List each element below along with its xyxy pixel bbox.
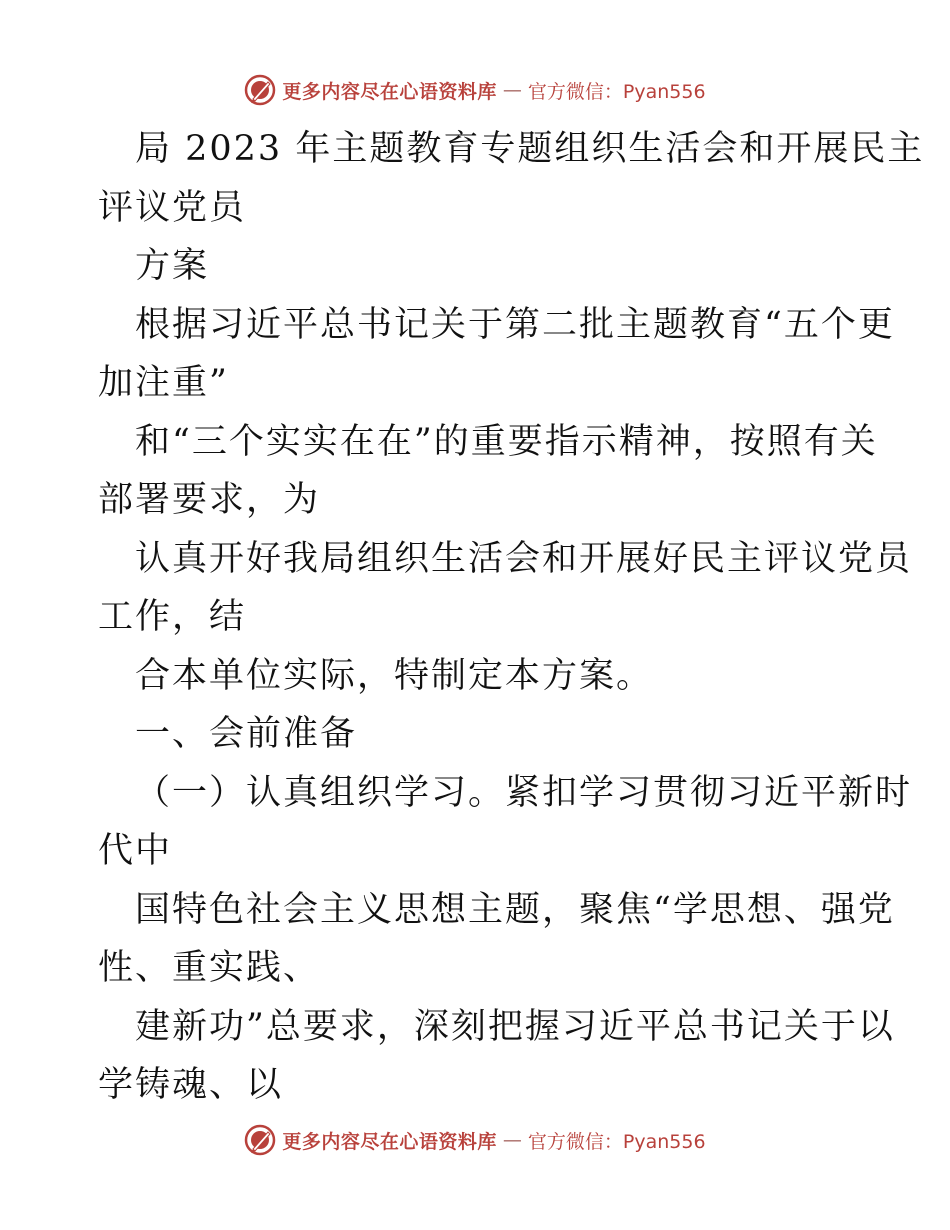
doc-subtitle-line: 方案 [135,246,210,286]
doc-paragraph-line: 认真开好我局组织生活会和开展好民主评议党员 [135,538,913,579]
watermark-main-text: 更多内容尽在心语资料库 [282,80,497,103]
watermark-separator: — [502,79,522,101]
doc-paragraph-line: 建新功”总要求，深刻把握习近平总书记关于以 [135,1006,895,1047]
watermark-main-text: 更多内容尽在心语资料库 [282,1130,497,1153]
doc-paragraph-line: 工作，结 [98,597,247,637]
doc-title-line: 评议党员 [98,187,247,228]
watermark-separator: — [502,1129,522,1151]
doc-paragraph-line: 加注重” [98,363,229,403]
watermark-wechat-text: 官方微信：Pyan556 [527,80,706,103]
footer-watermark [0,1120,950,1160]
watermark-wechat-text: 官方微信：Pyan556 [527,1130,706,1153]
doc-paragraph-line: 代中 [98,831,173,871]
doc-paragraph-line: 合本单位实际，特制定本方案。 [135,655,654,696]
doc-paragraph-line: 国特色社会主义思想主题，聚焦“学思想、强党 [135,889,895,930]
document-body [98,120,925,1115]
doc-paragraph-line: （一）认真组织学习。紧扣学习贯彻习近平新时 [135,772,913,813]
pen-seal-icon [244,74,276,106]
doc-paragraph-line: 和“三个实实在在”的重要指示精神，按照有关 [135,421,878,462]
header-watermark [0,70,950,110]
doc-title-line: 局 2023 年主题教育专题组织生活会和开展民主 [135,129,925,169]
doc-paragraph-line: 部署要求，为 [98,480,321,520]
doc-paragraph-line: 学铸魂、以 [98,1065,284,1105]
doc-section-heading: 一、会前准备 [135,714,358,754]
pen-seal-icon [244,1124,276,1156]
doc-paragraph-line: 性、重实践、 [98,948,321,988]
doc-paragraph-line: 根据习近平总书记关于第二批主题教育“五个更 [135,304,895,345]
